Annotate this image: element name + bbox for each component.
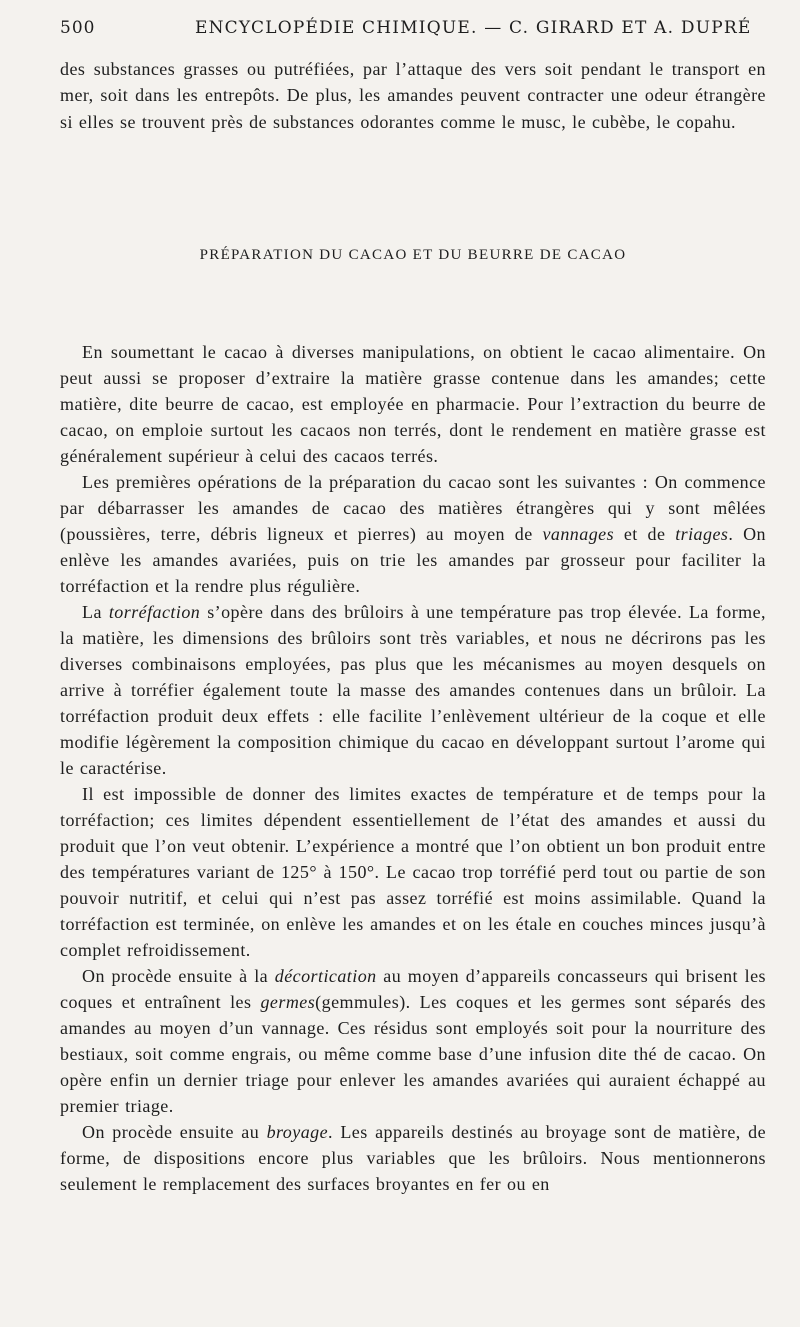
page-number: 500 [60, 18, 96, 38]
paragraph-5-text-a: On procède ensuite à la [82, 966, 275, 986]
paragraph-4: Il est impossible de donner des limites exactes de température et de temps pour la torréfaction; ces limites dépendent essentiellement de l’état des amandes et aussi du produit que l’on veut obtenir. L’expérience a montré que l’on obtient un bon produit entre des températures variant de 125° à 150°. Le cacao trop torréfié perd tout ou partie de son pouvoir nutritif, et celui qui n’est pas assez torréfié est moins assimilable. Quand la torréfaction est terminée, on enlève les amandes et on les étale en couches minces jusqu’à complet refroidissement. [60, 784, 766, 960]
running-header [60, 18, 766, 44]
term-germes: germes [260, 992, 316, 1012]
term-broyage: broyage [266, 1122, 329, 1142]
term-decortication: décortication [274, 966, 377, 986]
term-vannages: vannages [542, 524, 615, 544]
paragraph-2-text-c: . On enlève les amandes avariées, puis on trie les amandes par grosseur pour faciliter la torréfaction et la rendre plus régulière. [60, 524, 766, 596]
paragraph-3-text-b: s’opère dans des brûloirs à une température pas trop élevée. La forme, la matière, les dimensions des brûloirs sont très variables, et nous ne décrirons pas les diverses combinaisons employées, pas plus que les mécanismes au moyen desquels on arrive à torréfier également toute la masse des amandes contenues dans un brûloir. La torréfaction produit deux effets : elle facilite l’enlèvement ultérieur de la coque et elle modifie légèrement la composition chimique du cacao en développant surtout l’arome qui le caractérise. [60, 602, 766, 778]
term-triages: triages [675, 524, 729, 544]
paragraph-1: En soumettant le cacao à diverses manipulations, on obtient le cacao alimentaire. On peut aussi se proposer d’extraire la matière grasse contenue dans les amandes; cette matière, dite beurre de cacao, est employée en pharmacie. Pour l’extraction du beurre de cacao, on emploie surtout les cacaos non terrés, dont le rendement en matière grasse est généralement supérieur à celui des cacaos terrés. [60, 342, 766, 466]
paragraph-6 [60, 1119, 766, 1197]
intro-paragraph: des substances grasses ou putréfiées, par l’attaque des vers soit pendant le transport en mer, soit dans les entrepôts. De plus, les amandes peuvent contracter une odeur étrangère si elles se trouvent près de substances odorantes comme le musc, le cubèbe, le copahu. [60, 59, 766, 132]
main-text-block [60, 339, 766, 1197]
term-torrefaction: torréfaction [108, 602, 201, 622]
paragraph-2-text-a: Les premières opérations de la préparation du cacao sont les suivantes : On commence par débarrasser les amandes de cacao des matières étrangères qui y sont mêlées (poussières, terre, débris ligneux et pierres) au moyen de [60, 472, 766, 544]
paragraph-6-text-b: . Les appareils destinés au broyage sont de matière, de forme, de dispositions encore plus variables que les brûloirs. Nous mentionnerons seulement le remplacement des surfaces broyantes en fer ou en [60, 1122, 767, 1194]
paragraph-2 [60, 469, 766, 599]
paragraph-5 [60, 963, 766, 1119]
paragraph-3 [60, 599, 766, 781]
paragraph-3-text-a: La [82, 602, 109, 622]
section-title: PRÉPARATION DU CACAO ET DU BEURRE DE CACAO [199, 247, 627, 263]
paragraph-5-text-b: au moyen d’appareils concasseurs qui brisent les coques et entraînent les [60, 966, 766, 1012]
running-title: ENCYCLOPÉDIE CHIMIQUE. — C. GIRARD ET A. DUPRÉ [195, 18, 752, 38]
paragraph-2-text-b: et de [614, 524, 676, 544]
paragraph-6-text-a: On procède ensuite au [82, 1122, 267, 1142]
intro-text-block [60, 56, 766, 135]
paragraph-5-text-c: (gemmules). Les coques et les germes sont séparés des amandes au moyen d’un vannage. Ces résidus sont employés soit pour la nourriture des bestiaux, soit comme engrais, ou même comme base d’une infusion dite thé de cacao. On opère enfin un dernier triage pour enlever les amandes avariées qui auraient échappé au premier triage. [60, 992, 766, 1116]
